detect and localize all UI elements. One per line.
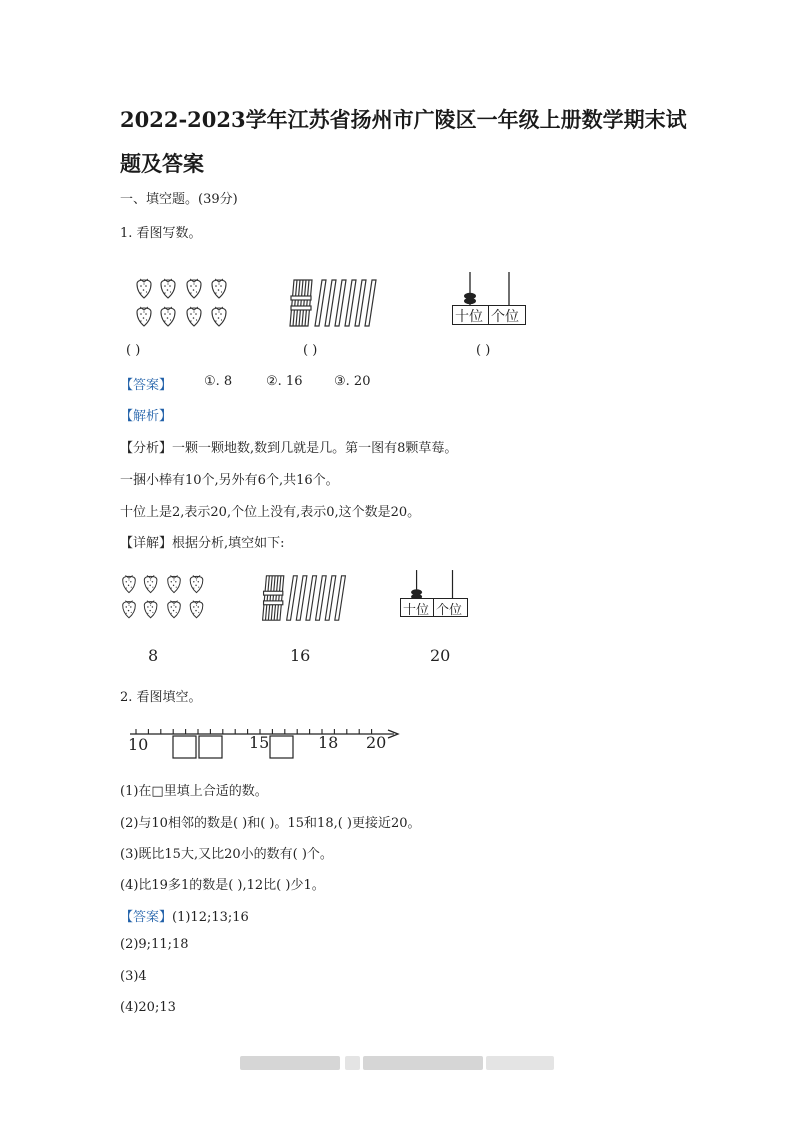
answer-item-2: ②. 16 bbox=[266, 374, 303, 389]
answer-blank-1[interactable]: ( ) bbox=[126, 343, 141, 358]
numberline-label-10: 10 bbox=[128, 735, 149, 754]
numberline-label-20: 20 bbox=[366, 733, 387, 752]
answer-item-1: ①. 8 bbox=[204, 374, 233, 389]
question-2-label: 2. 看图填空。 bbox=[120, 690, 202, 705]
q2-sub1: (1)在□里填上合适的数。 bbox=[120, 784, 268, 799]
analysis-line-1: 【分析】一颗一颗地数,数到几就是几。第一图有8颗草莓。 bbox=[120, 441, 458, 456]
abacus-figure bbox=[452, 270, 528, 326]
tens-place-label-detail: 十位 bbox=[403, 603, 430, 618]
answer-item-3: ③. 20 bbox=[334, 374, 371, 389]
numberline-label-15: 15 bbox=[249, 733, 270, 752]
detail-value-1: 8 bbox=[148, 646, 159, 665]
section-heading: 一、填空题。(39分) bbox=[120, 192, 238, 207]
detail-value-3: 20 bbox=[430, 646, 451, 665]
q2-ans3: (3)4 bbox=[120, 969, 147, 984]
sticks-figure-detail bbox=[256, 572, 352, 624]
strawberries-figure-detail bbox=[120, 572, 210, 624]
sticks-figure bbox=[288, 276, 378, 330]
jiexi-tag: 【解析】 bbox=[120, 409, 173, 424]
answer-blank-3[interactable]: ( ) bbox=[476, 343, 491, 358]
analysis-line-3: 十位上是2,表示20,个位上没有,表示0,这个数是20。 bbox=[120, 505, 421, 520]
strawberries-figure bbox=[134, 276, 234, 332]
page-title-line1: 2022-2023学年江苏省扬州市广陵区一年级上册数学期末试 bbox=[120, 107, 687, 132]
q2-ans4: (4)20;13 bbox=[120, 1000, 176, 1015]
q2-ans1: (1)12;13;16 bbox=[172, 910, 249, 925]
q2-ans2: (2)9;11;18 bbox=[120, 937, 189, 952]
q2-answer-line1 bbox=[120, 906, 249, 925]
answer-tag: 【答案】 bbox=[120, 378, 173, 393]
analysis-line-2: 一捆小棒有10个,另外有6个,共16个。 bbox=[120, 473, 339, 488]
ones-place-label: 个位 bbox=[491, 309, 519, 325]
answer-tag-q2: 【答案】 bbox=[120, 910, 173, 925]
abacus-figure-detail bbox=[400, 566, 470, 622]
ones-place-label-detail: 个位 bbox=[436, 603, 463, 618]
detail-line: 【详解】根据分析,填空如下: bbox=[120, 536, 285, 551]
tens-place-label: 十位 bbox=[455, 309, 483, 325]
answer-blank-2[interactable]: ( ) bbox=[303, 343, 318, 358]
question-1-label: 1. 看图写数。 bbox=[120, 226, 202, 241]
numberline-label-18: 18 bbox=[318, 733, 339, 752]
q2-sub3: (3)既比15大,又比20小的数有( )个。 bbox=[120, 847, 333, 862]
detail-value-2: 16 bbox=[290, 646, 311, 665]
page-title-line2: 题及答案 bbox=[120, 151, 204, 176]
q2-sub4: (4)比19多1的数是( ),12比( )少1。 bbox=[120, 878, 325, 893]
q2-sub2: (2)与10相邻的数是( )和( )。15和18,( )更接近20。 bbox=[120, 816, 421, 831]
